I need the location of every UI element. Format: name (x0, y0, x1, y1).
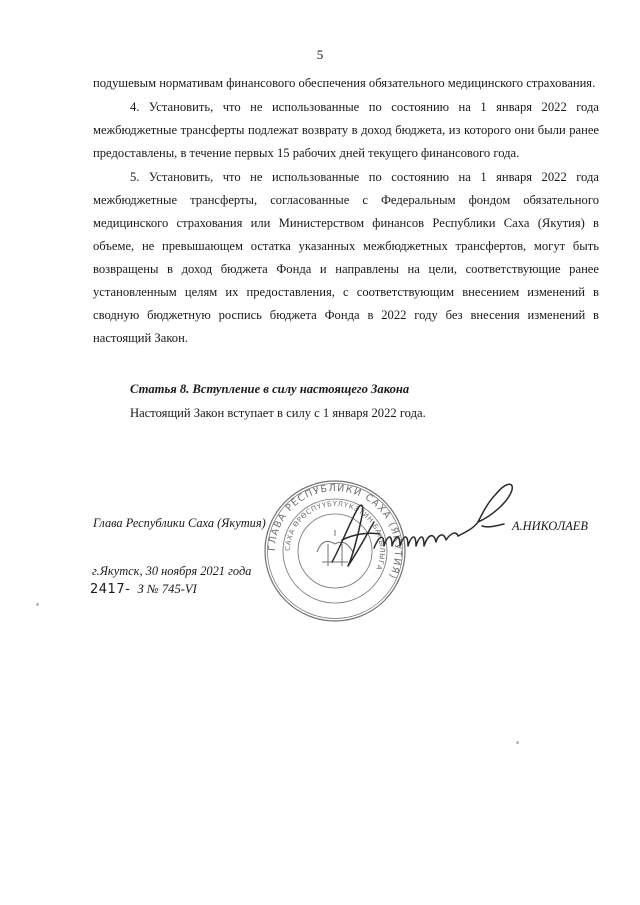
document-body (93, 72, 599, 350)
registration-line (90, 582, 197, 597)
paragraph-item-5: 5. Установить, что не использованные по состоянию на 1 января 2022 года межбюджетные трансферты, согласованные с Федеральным фондом обязательного медицинского страхования или Министерством финансов Республики Саха (Якутия) в объеме, не превышающем остатка указанных межбюджетных трансфертов, могут быть возвращены в доход бюджета Фонда и направлены на цели, соответствующие ранее установленным целям их предоставления, с соответствующим внесением изменений в сводную бюджетную роспись бюджета Фонда в 2022 году без внесения изменений в настоящий Закон. (93, 170, 599, 345)
page-number: 5 (316, 47, 324, 62)
scan-speck (516, 741, 519, 744)
paragraph-item-4: 4. Установить, что не использованные по состоянию на 1 января 2022 года межбюджетные трансферты подлежат возврату в доход бюджета, из которого они были ранее предоставлены, в течение первых 15 рабочих дней текущего финансового года. (93, 100, 599, 160)
handwritten-signature (318, 462, 528, 592)
handwritten-registration: 2417- (90, 582, 131, 597)
law-number: З № 745-VI (137, 582, 197, 596)
paragraph-continuation: подушевым нормативам финансового обеспечения обязательного медицинского страхования. (93, 76, 596, 90)
article-heading: Статья 8. Вступление в силу настоящего Закона (130, 382, 410, 396)
seal-outer-text: ГЛАВА РЕСПУБЛИКИ САХА (ЯКУТИЯ) (266, 482, 404, 581)
article-text: Настоящий Закон вступает в силу с 1 января 2022 года. (130, 406, 426, 420)
signatory-name: А.НИКОЛАЕВ (512, 519, 588, 533)
seal-inner-text: САХА ӨРӨСПҮҮБҮЛҮКЭТИН БАҺЫЛЫГА (283, 499, 387, 572)
scan-speck (36, 603, 39, 606)
signatory-title: Глава Республики Саха (Якутия) (93, 516, 266, 530)
place-and-date: г.Якутск, 30 ноября 2021 года (92, 564, 252, 578)
